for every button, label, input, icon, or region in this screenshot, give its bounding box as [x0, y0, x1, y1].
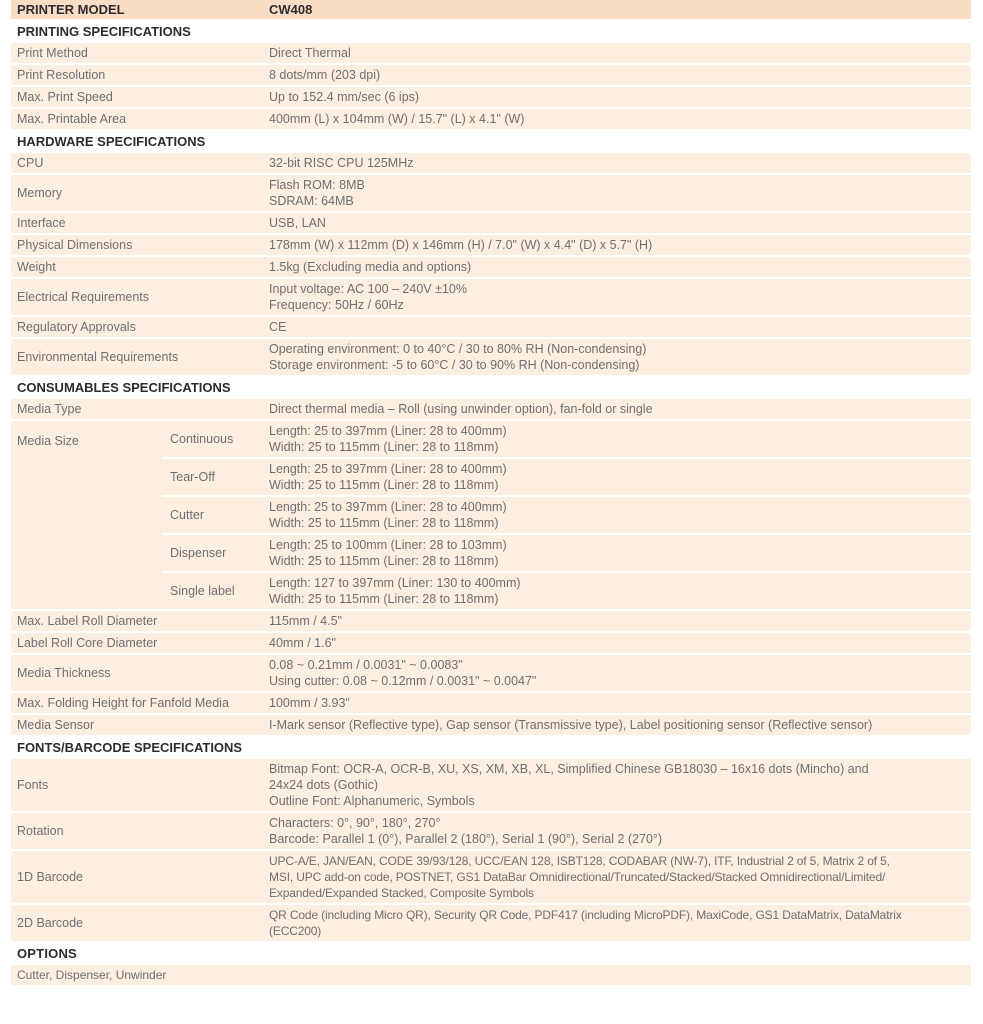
spec-row-rotation: [11, 813, 971, 849]
spec-row-label-roll-core-diameter: [11, 633, 971, 653]
spec-row-fonts: [11, 759, 971, 811]
spec-label: 1D Barcode: [11, 851, 264, 903]
spec-value: Length: 25 to 397mm (Liner: 28 to 400mm) Width: 25 to 115mm (Liner: 28 to 118mm): [264, 497, 971, 533]
spec-value: UPC-A/E, JAN/EAN, CODE 39/93/128, UCC/EAN 128, ISBT128, CODABAR (NW-7), ITF, Industrial 2 of 5, Matrix 2 of 5, MSI, UPC add-on code, POSTNET, GS1 DataBar Omnidirectional/Truncated/Stacked/Stacked Omnidirectional/Limited/ Expanded/Expanded Stacked, Composite Symbols: [264, 851, 971, 903]
spec-label: Max. Print Speed: [11, 87, 264, 107]
options-value: Cutter, Dispenser, Unwinder: [11, 965, 971, 985]
spec-value: CE: [264, 317, 971, 337]
spec-row-media-thickness: [11, 655, 971, 691]
spec-row-physical-dimensions: [11, 235, 971, 255]
spec-label: Memory: [11, 175, 264, 211]
section-options: [11, 943, 971, 963]
spec-row-cpu: [11, 153, 971, 173]
spec-value: USB, LAN: [264, 213, 971, 233]
spec-row-interface: [11, 213, 971, 233]
section-fonts-barcode: [11, 737, 971, 757]
spec-row-electrical-requirements: [11, 279, 971, 315]
spec-label: CPU: [11, 153, 264, 173]
spec-value: 32-bit RISC CPU 125MHz: [264, 153, 971, 173]
media-size-mode: Tear-Off: [162, 459, 264, 495]
section-title: FONTS/BARCODE SPECIFICATIONS: [11, 737, 971, 757]
options-row: [11, 965, 971, 985]
spec-label: Print Resolution: [11, 65, 264, 85]
spec-value: Direct thermal media – Roll (using unwinder option), fan-fold or single: [264, 399, 971, 419]
spec-label: Electrical Requirements: [11, 279, 264, 315]
spec-row-memory: [11, 175, 971, 211]
spec-row-environmental-requirements: [11, 339, 971, 375]
spec-label: Media Type: [11, 399, 264, 419]
printer-model-label: PRINTER MODEL: [11, 0, 264, 19]
media-size-mode: Cutter: [162, 497, 264, 533]
spec-value: Direct Thermal: [264, 43, 971, 63]
spec-value: 0.08 ~ 0.21mm / 0.0031" ~ 0.0083" Using cutter: 0.08 ~ 0.12mm / 0.0031" ~ 0.0047": [264, 655, 971, 691]
spec-label: Label Roll Core Diameter: [11, 633, 264, 653]
spec-row-regulatory-approvals: [11, 317, 971, 337]
spec-value: Flash ROM: 8MB SDRAM: 64MB: [264, 175, 971, 211]
section-title: CONSUMABLES SPECIFICATIONS: [11, 377, 971, 397]
section-title: HARDWARE SPECIFICATIONS: [11, 131, 971, 151]
spec-value: Input voltage: AC 100 – 240V ±10% Frequency: 50Hz / 60Hz: [264, 279, 971, 315]
spec-label: Fonts: [11, 759, 264, 811]
spec-row-print-resolution: [11, 65, 971, 85]
spec-row-media-type: [11, 399, 971, 419]
spec-row-media-sensor: [11, 715, 971, 735]
spec-label: Regulatory Approvals: [11, 317, 264, 337]
spec-label: Max. Label Roll Diameter: [11, 611, 264, 631]
spec-row-max-print-speed: [11, 87, 971, 107]
spec-row-weight: [11, 257, 971, 277]
media-size-mode: Single label: [162, 573, 264, 609]
printer-model-value: CW408: [264, 0, 971, 19]
spec-value: 8 dots/mm (203 dpi): [264, 65, 971, 85]
spec-value: 40mm / 1.6": [264, 633, 971, 653]
specifications-table: [11, 0, 971, 987]
spec-label: Weight: [11, 257, 264, 277]
spec-value: Length: 25 to 397mm (Liner: 28 to 400mm) Width: 25 to 115mm (Liner: 28 to 118mm): [264, 459, 971, 495]
spec-value: Characters: 0°, 90°, 180°, 270° Barcode: Parallel 1 (0°), Parallel 2 (180°), Serial 1 (90°), Serial 2 (270°): [264, 813, 971, 849]
media-size-mode: Continuous: [162, 421, 264, 457]
spec-value: Length: 127 to 397mm (Liner: 130 to 400mm) Width: 25 to 115mm (Liner: 28 to 118mm): [264, 573, 971, 609]
spec-value: 400mm (L) x 104mm (W) / 15.7" (L) x 4.1" (W): [264, 109, 971, 129]
spec-label: Interface: [11, 213, 264, 233]
spec-label: Physical Dimensions: [11, 235, 264, 255]
section-title: OPTIONS: [11, 943, 971, 963]
spec-row-print-method: [11, 43, 971, 63]
printer-model-row: [11, 0, 971, 19]
spec-value: Length: 25 to 100mm (Liner: 28 to 103mm) Width: 25 to 115mm (Liner: 28 to 118mm): [264, 535, 971, 571]
spec-value: 1.5kg (Excluding media and options): [264, 257, 971, 277]
spec-row-media-size-continuous: [11, 421, 971, 457]
spec-value: Operating environment: 0 to 40°C / 30 to 80% RH (Non-condensing) Storage environment: -5 to 60°C / 30 to 90% RH (Non-condensing): [264, 339, 971, 375]
spec-label: Environmental Requirements: [11, 339, 264, 375]
section-consumables: [11, 377, 971, 397]
spec-value: Length: 25 to 397mm (Liner: 28 to 400mm) Width: 25 to 115mm (Liner: 28 to 118mm): [264, 421, 971, 457]
media-size-mode: Dispenser: [162, 535, 264, 571]
spec-row-max-label-roll-diameter: [11, 611, 971, 631]
spec-label: 2D Barcode: [11, 905, 264, 941]
spec-value: QR Code (including Micro QR), Security QR Code, PDF417 (including MicroPDF), MaxiCode, GS1 DataMatrix, DataMatrix (ECC200): [264, 905, 971, 941]
spec-value: 100mm / 3.93": [264, 693, 971, 713]
spec-row-1d-barcode: [11, 851, 971, 903]
spec-label: Media Sensor: [11, 715, 264, 735]
spec-value: 115mm / 4.5": [264, 611, 971, 631]
spec-label: Max. Printable Area: [11, 109, 264, 129]
section-printing: [11, 21, 971, 41]
section-title: PRINTING SPECIFICATIONS: [11, 21, 971, 41]
spec-value: Up to 152.4 mm/sec (6 ips): [264, 87, 971, 107]
spec-value: I-Mark sensor (Reflective type), Gap sensor (Transmissive type), Label positioning sensor (Reflective sensor): [264, 715, 971, 735]
spec-value: 178mm (W) x 112mm (D) x 146mm (H) / 7.0" (W) x 4.4" (D) x 5.7" (H): [264, 235, 971, 255]
spec-label: Max. Folding Height for Fanfold Media: [11, 693, 264, 713]
spec-value: Bitmap Font: OCR-A, OCR-B, XU, XS, XM, XB, XL, Simplified Chinese GB18030 – 16x16 dots (Mincho) and 24x24 dots (Gothic) Outline Font: Alphanumeric, Symbols: [264, 759, 971, 811]
section-hardware: [11, 131, 971, 151]
spec-row-2d-barcode: [11, 905, 971, 941]
spec-label-media-size: Media Size: [11, 421, 162, 609]
spec-row-max-printable-area: [11, 109, 971, 129]
spec-label: Print Method: [11, 43, 264, 63]
spec-row-max-folding-height: [11, 693, 971, 713]
spec-label: Rotation: [11, 813, 264, 849]
spec-label: Media Thickness: [11, 655, 264, 691]
